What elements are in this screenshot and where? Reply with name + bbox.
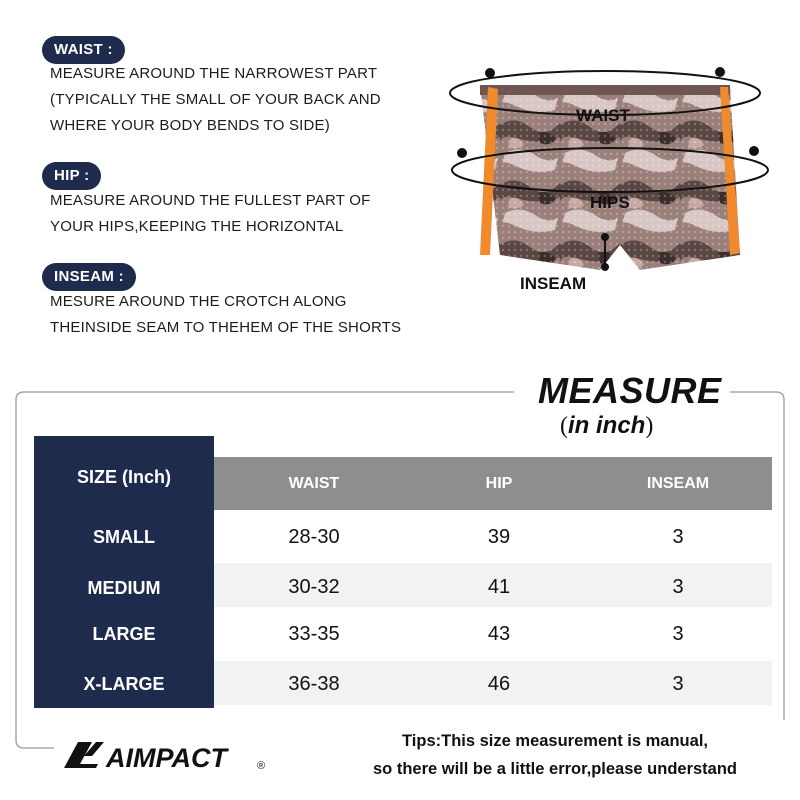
shorts-illustration [440,55,780,305]
hip-description [50,188,370,240]
inseam-marker-bottom [601,263,609,271]
measure-title: MEASURE [530,370,730,412]
hip-line-1: MEASURE AROUND THE FULLEST PART OF [50,192,371,209]
waist-marker-left [485,68,495,78]
row-large-size: LARGE [92,624,156,644]
illustration-waist-label: WAIST [576,106,630,125]
row-small-size: SMALL [93,527,155,547]
header-hip: HIP [485,475,513,492]
inseam-marker-top [601,233,609,241]
row-small-waist: 28-30 [288,526,340,548]
row-large-hip: 43 [487,623,511,645]
waist-line-1: MEASURE AROUND THE NARROWEST PART [50,65,378,82]
waist-label-pill: WAIST : [42,36,125,64]
row-medium-inseam: 3 [672,576,684,598]
aimpact-logo [62,736,272,774]
row-xlarge-size: X-LARGE [83,674,165,694]
subtitle-unit: in inch [568,412,646,439]
row-xlarge-inseam: 3 [672,673,684,695]
row-large-waist: 33-35 [288,623,340,645]
hip-line-2: YOUR HIPS,KEEPING THE HORIZONTAL [50,218,344,235]
row-medium-hip: 41 [487,576,511,598]
row-large-inseam: 3 [672,623,684,645]
measure-subtitle [560,412,653,440]
inseam-line-2: THEINSIDE SEAM TO THEHEM OF THE SHORTS [50,319,402,336]
waist-description [50,61,381,139]
row-medium-waist: 30-32 [288,576,340,598]
illustration-inseam-label: INSEAM [520,274,587,293]
waist-line-3: WHERE YOUR BODY BENDS TO SIDE) [50,117,330,134]
size-header: SIZE (Inch) [77,467,171,487]
header-inseam: INSEAM [646,475,710,492]
waist-marker-right [715,67,725,77]
illustration-hips-label: HIPS [590,193,630,212]
hip-marker-left [457,148,467,158]
row-small-hip: 39 [487,526,511,548]
tips-line-2: so there will be a little error,please understand [372,760,738,778]
inseam-description [50,289,401,341]
row-xlarge-hip: 46 [487,673,511,695]
row-medium-size: MEDIUM [87,578,161,598]
logo-wordmark: AIMPACT [106,743,227,773]
inseam-line-1: MESURE AROUND THE CROTCH ALONG [50,293,347,310]
header-waist: WAIST [288,475,340,492]
logo-registered-mark: ® [257,760,266,772]
inseam-label-pill: INSEAM : [42,263,136,291]
hip-marker-right [749,146,759,156]
subtitle-open-paren: ( [560,413,568,439]
waist-line-2: (TYPICALLY THE SMALL OF YOUR BACK AND [50,91,381,108]
tips-line-1: Tips:This size measurement is manual, [402,732,708,750]
row-small-inseam: 3 [672,526,684,548]
hip-label-pill: HIP : [42,162,101,190]
subtitle-close-paren: ) [645,413,654,439]
row-xlarge-waist: 36-38 [288,673,340,695]
